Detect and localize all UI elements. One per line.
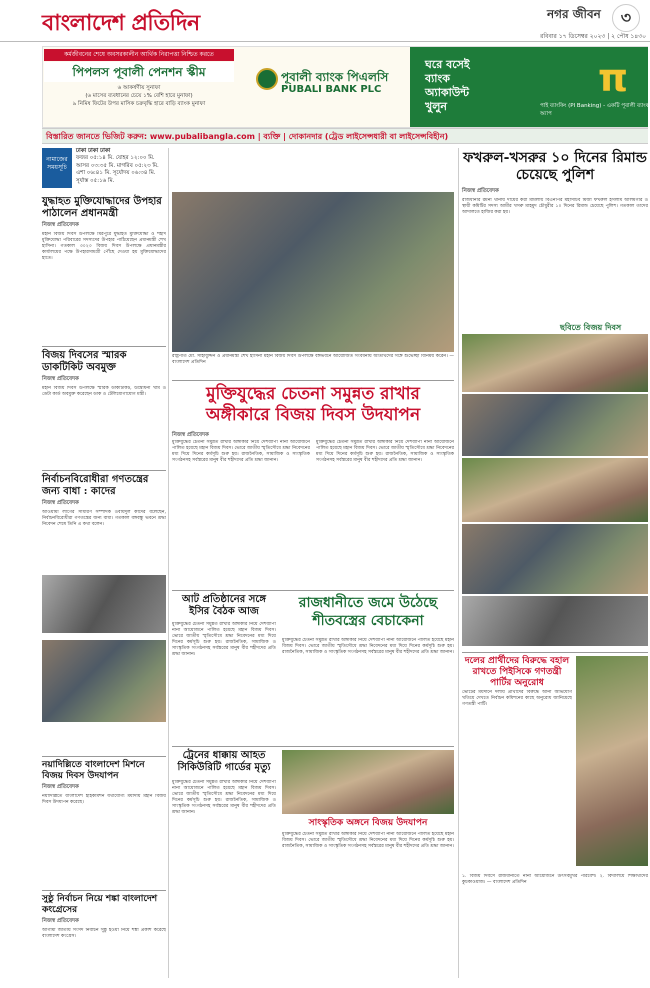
fakhrul-body: রাজধানীর রমনা থানায় দায়ের করা মামলায় বিএনপির মহাসচিব মির্জা ফখরুল ইসলাম আলমগীর ও স্থায়ী কমিটির সদস্য আমীর খসরু মাহমুদ চৌধুরীর ১০ দিনের রিমান্ড চেয়েছে পুলিশ। গতকাল তাদের আদালতে হাজির করা হয়। (462, 198, 648, 215)
victory-photo-2 (462, 394, 648, 456)
ad-line-2: (৬ মাসের ব্যবধানের চেয়ে ১% বেশি হারে মুনাফা) (85, 93, 193, 99)
gonotontri-headline[interactable]: দলের প্রার্থীদের বিরুদ্ধে বহাল রাখতে পিইসিকে গণতন্ত্রী পার্টির অনুরোধ (464, 656, 570, 688)
ad-scheme-name: পিপলস পূবালী পেনশন স্কীম (44, 62, 234, 82)
article-congress[interactable]: সুষ্ঠু নির্বাচন নিয়ে শঙ্কা বাংলাদেশ কংগ্রেসের নিজস্ব প্রতিবেদক আগামী জাতীয় সংসদ নির্বাচন সুষ্ঠু হওয়া নিয়ে শঙ্কা প্রকাশ করেছে বাংলাদেশ কংগ্রেস। (42, 894, 166, 939)
photo-caption-right: ১. বিজয় দিবসে রাজধানীতে নানা আয়োজনে উৎসবমুখর পরিবেশ। ২. বিদ্যালয়ে শিক্ষার্থীদের কুচকাওয়াজ। — বাংলাদেশ প্রতিদিন (462, 874, 648, 885)
prayer-times: ঢাকা ঢাকা ঢাকা ফজর ০৫:১৪ মি. যোহর ১২:০০ মি. আসর ০৩:৩৫ মি. মাগরিব ০৫:২৩ মি. এশা ০৬:৪১ মি. সূর্যোদয় ০৬:৩৪ মি. সূর্যাস্ত ০৫:১৬ মি. (76, 148, 159, 184)
page-number: ৩ (612, 4, 640, 32)
ad-right-headline: ঘরে বসেই ব্যাংক অ্যাকাউন্ট খুলুন (425, 58, 470, 113)
ec-meeting-body: মুক্তিযুদ্ধের চেতনা সমুন্নত রাখার অঙ্গীকার নিয়ে দেশব্যাপী নানা আয়োজনে পালিত হয়েছে মহান বিজয় দিবস। ভোরে জাতীয় স্মৃতিসৌধে শ্রদ্ধা নিবেদনের মধ্য দিয়ে দিনের কর্মসূচি শুরু হয়। রাজনৈতিক, সামাজিক ও সাংস্কৃতিক সংগঠনসহ সর্বস্তরের মানুষ বীর শহীদদের প্রতি শ্রদ্ধা জানান। (172, 622, 276, 657)
quader-photo (42, 575, 166, 633)
cultural-body: মুক্তিযুদ্ধের চেতনা সমুন্নত রাখার অঙ্গীকার নিয়ে দেশব্যাপী নানা আয়োজনে পালিত হয়েছে মহান বিজয় দিবস। ভোরে জাতীয় স্মৃতিসৌধে শ্রদ্ধা নিবেদনের মধ্য দিয়ে দিনের কর্মসূচি শুরু হয়। রাজনৈতিক, সামাজিক ও সাংস্কৃতিক সংগঠনসহ সর্বস্তরের মানুষ বীর শহীদদের প্রতি শ্রদ্ধা জানান। (282, 832, 454, 849)
main-headline[interactable]: মুক্তিযুদ্ধের চেতনা সমুন্নত রাখার অঙ্গীকারে বিজয় দিবস উদযাপন (205, 384, 421, 425)
train-accident-headline[interactable]: ট্রেনের ধাক্কায় আহত সিকিউরিটি গার্ডের মৃত্যু (177, 750, 271, 773)
photo-section-label: ছবিতে বিজয় দিবস (560, 322, 622, 332)
winter-cloth-body: মুক্তিযুদ্ধের চেতনা সমুন্নত রাখার অঙ্গীকার নিয়ে দেশব্যাপী নানা আয়োজনে পালিত হয়েছে মহান বিজয় দিবস। ভোরে জাতীয় স্মৃতিসৌধে শ্রদ্ধা নিবেদনের মধ্য দিয়ে দিনের কর্মসূচি শুরু হয়। রাজনৈতিক, সামাজিক ও সাংস্কৃতিক সংগঠনসহ সর্বস্তরের মানুষ বীর শহীদদের প্রতি শ্রদ্ধা জানান। (282, 638, 454, 655)
bank-seal-icon (256, 68, 278, 90)
victory-photo-1 (462, 334, 648, 392)
main-body-2: মুক্তিযুদ্ধের চেতনা সমুন্নত রাখার অঙ্গীকার নিয়ে দেশব্যাপী নানা আয়োজনে পালিত হয়েছে মহান বিজয় দিবস। ভোরে জাতীয় স্মৃতিসৌধে শ্রদ্ধা নিবেদনের মধ্য দিয়ে দিনের কর্মসূচি শুরু হয়। রাজনৈতিক, সামাজিক ও সাংস্কৃতিক সংগঠনসহ সর্বস্তরের মানুষ বীর শহীদদের প্রতি শ্রদ্ধা জানান। (316, 440, 454, 463)
ad-line-3: ৯ নিমিষ ফিটের উপর মাসিক চক্রবৃদ্ধি হারে বাড়ি ব্যাংক মুনাফা (72, 101, 206, 107)
article-pm-gift[interactable]: যুদ্ধাহত মুক্তিযোদ্ধাদের উপহার পাঠালেন প্রধানমন্ত্রী নিজস্ব প্রতিবেদক মহান বিজয় দিবস উপলক্ষে মিরপুরে যুদ্ধাহত মুক্তিযোদ্ধা ও শহীদ মুক্তিযোদ্ধা পরিবারের সদস্যদের উপহার পাঠিয়েছেন প্রধানমন্ত্রী শেখ হাসিনা। গতকাল ৩০২৩ বিজয় দিবস উপলক্ষে প্রধানমন্ত্রীর কার্যালয়ের পক্ষে উপহারসামগ্রী পৌঁছে দেওয়া হয় মুক্তিযোদ্ধাদের হাতে। (42, 196, 166, 261)
prayer-times-label: নামাজের সময়সূচি (42, 148, 72, 188)
newspaper-logo: বাংলাদেশ প্রতিদিন (42, 10, 200, 36)
ad-line-1: ৬ আকর্ষণীয় সুনাফা (117, 85, 161, 91)
victory-photo-5 (462, 596, 648, 646)
cultural-headline[interactable]: সাংস্কৃতিক অঙ্গনে বিজয় উদযাপন (308, 818, 428, 828)
section-title: নগর জীবন (547, 7, 601, 21)
bangabhaban-photo (172, 192, 454, 352)
ad-website-text[interactable]: বিস্তারিত জানতে ভিজিট করুন: www.pubalibangla.com | ব্যক্তি | দোকানদার (ট্রেড লাইসেন্সধারী বা লাইসেন্সবিহীন) (46, 132, 449, 141)
victory-photo-4 (462, 524, 648, 594)
event-photo (42, 640, 166, 722)
dateline: রবিবার ১৭ ডিসেম্বর ২০২৩ | ২ পৌষ ১৪৩০ (540, 33, 646, 40)
pi-banking-icon: π (598, 56, 629, 100)
winter-cloth-headline[interactable]: রাজধানীতে জমে উঠেছে শীতবস্ত্রের বেচাকেনা (298, 595, 438, 629)
cultural-photo (282, 750, 454, 814)
fakhrul-headline[interactable]: ফখরুল-খসরুর ১০ দিনের রিমান্ড চেয়েছে পুলিশ (463, 150, 647, 183)
bank-name-bn: পূবালী ব্যাংক পিএলসি (281, 70, 389, 84)
bank-name-en: PUBALI BANK PLC (281, 84, 382, 95)
ad-tagline: কর্মজীবনের শেষে অবসরকালীন আর্থিক নিরাপত্তা নিশ্চিত করতে (44, 49, 234, 61)
school-parade-photo (576, 656, 648, 866)
main-byline: নিজস্ব প্রতিবেদক (172, 432, 209, 438)
ec-meeting-headline[interactable]: আট প্রতিষ্ঠানের সঙ্গে ইসির বৈঠক আজ (181, 594, 267, 617)
main-body-1: মুক্তিযুদ্ধের চেতনা সমুন্নত রাখার অঙ্গীকার নিয়ে দেশব্যাপী নানা আয়োজনে পালিত হয়েছে মহান বিজয় দিবস। ভোরে জাতীয় স্মৃতিসৌধে শ্রদ্ধা নিবেদনের মধ্য দিয়ে দিনের কর্মসূচি শুরু হয়। রাজনৈতিক, সামাজিক ও সাংস্কৃতিক সংগঠনসহ সর্বস্তরের মানুষ বীর শহীদদের প্রতি শ্রদ্ধা জানান। (172, 440, 310, 463)
article-delhi[interactable]: নয়াদিল্লিতে বাংলাদেশ মিশনে বিজয় দিবস উদযাপন নিজস্ব প্রতিবেদক নয়াদিল্লিতে বাংলাদেশ হাইকমিশন যথাযোগ্য মর্যাদায় মহান বিজয় দিবস উদযাপন করেছে। (42, 760, 166, 805)
article-quader[interactable]: নির্বাচনবিরোধীরা গণতন্ত্রের জন্য বাধা : কাদের নিজস্ব প্রতিবেদক আওয়ামী লীগের সাধারণ সম্পাদক ওবায়দুল কাদের বলেছেন, নির্বাচনবিরোধীরা গণতন্ত্রের জন্য বাধা। গতকাল বঙ্গবন্ধু ভবনে শ্রদ্ধা নিবেদন শেষে তিনি এ কথা বলেন। (42, 474, 166, 527)
train-accident-body: মুক্তিযুদ্ধের চেতনা সমুন্নত রাখার অঙ্গীকার নিয়ে দেশব্যাপী নানা আয়োজনে পালিত হয়েছে মহান বিজয় দিবস। ভোরে জাতীয় স্মৃতিসৌধে শ্রদ্ধা নিবেদনের মধ্য দিয়ে দিনের কর্মসূচি শুরু হয়। রাজনৈতিক, সামাজিক ও সাংস্কৃতিক সংগঠনসহ সর্বস্তরের মানুষ বীর শহীদদের প্রতি শ্রদ্ধা জানান। (172, 780, 276, 815)
article-stamp[interactable]: বিজয় দিবসের স্মারক ডাকটিকিট অবমুক্ত নিজস্ব প্রতিবেদক মহান বিজয় দিবস উপলক্ষে স্মারক ডাকটিকিট, উদ্বোধনী খাম ও ডেটা কার্ড অবমুক্ত করেছেন ডাক ও টেলিযোগাযোগ মন্ত্রী। (42, 350, 166, 397)
victory-photo-3 (462, 458, 648, 522)
gonotontri-body: ভোটের ময়দানে দলীয় প্রার্থীদের বিরুদ্ধে আনা অভিযোগ খতিয়ে দেখতে নির্বাচন কমিশনের কাছে অনুরোধ জানিয়েছে গণতন্ত্রী পার্টি। (462, 690, 572, 707)
photo-caption: রাষ্ট্রপতি মো. সাহাবুদ্দিন ও প্রধানমন্ত্রী শেখ হাসিনা মহান বিজয় দিবস উপলক্ষে বঙ্গভবনে আয়োজিত সংবর্ধনায় অতিথিদের সঙ্গে শুভেচ্ছা বিনিময় করেন। — বাংলাদেশ প্রতিদিন (172, 354, 454, 365)
fakhrul-byline: নিজস্ব প্রতিবেদক (462, 188, 499, 194)
ad-right-small: পাই ব্যাংকিং (PI Banking) - একটি পূবালী ব্যাংক অ্যাপ (540, 103, 650, 117)
